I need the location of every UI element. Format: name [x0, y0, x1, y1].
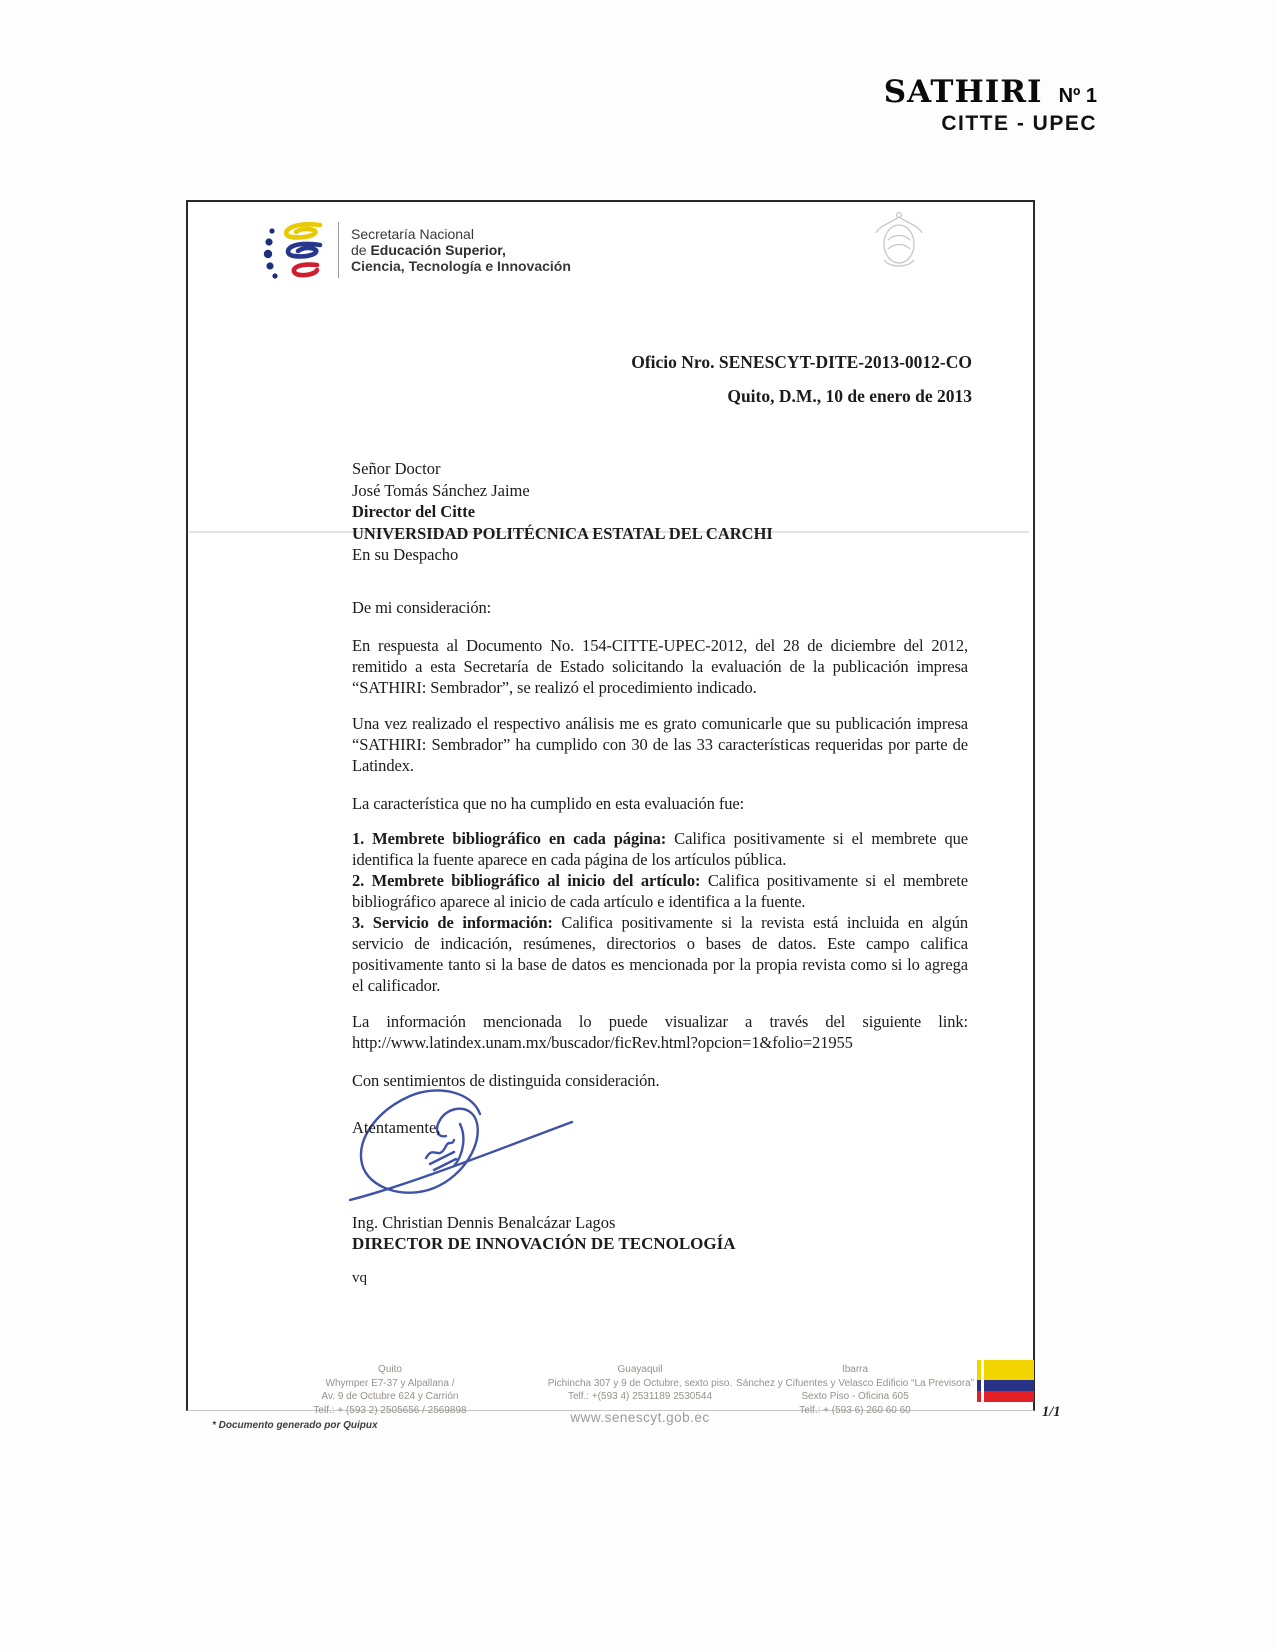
generated-note: * Documento generado por Quipux: [212, 1420, 378, 1431]
flag-scan-gap: [981, 1360, 984, 1402]
date-line: Quito, D.M., 10 de enero de 2013: [727, 386, 972, 406]
page-indicator: 1/1: [1042, 1404, 1061, 1420]
journal-header: [884, 74, 1097, 136]
link-intro: La información mencionada lo puede visualizar a través del siguiente link:: [352, 1012, 968, 1031]
footer-office-guayaquil: [523, 1363, 757, 1404]
paragraph-2: Una vez realizado el respectivo análisis me es grato comunicarle que su publicación impresa “SATHIRI: Sembrador” ha cumplido con 30 de las 33 características requeridas por parte de Latindex.: [352, 714, 968, 775]
evaluation-item: [352, 828, 968, 870]
item-lead: 1. Membrete bibliográfico en cada página:: [352, 829, 667, 848]
greeting: De mi consideración:: [352, 598, 492, 617]
flag-stripe-yellow: [977, 1360, 1034, 1380]
letterhead-line2: de Educación Superior,: [351, 242, 506, 258]
handwritten-signature: [342, 1072, 577, 1222]
link-url: http://www.latindex.unam.mx/buscador/ficRev.html?opcion=1&folio=21955: [352, 1033, 853, 1052]
recipient-block: [352, 458, 773, 566]
office-address: Pichincha 307 y 9 de Octubre, sexto piso.: [547, 1377, 733, 1389]
journal-subtitle: CITTE - UPEC: [941, 112, 1097, 135]
letter-body: [352, 597, 968, 1091]
closing-line: Con sentimientos de distinguida consideración.: [352, 1071, 660, 1090]
item-text: Califica positivamente si el membrete que identifica la fuente aparece en cada página de los artículos pública.: [352, 829, 968, 869]
journal-title-line: [884, 74, 1097, 110]
letterhead-text: [351, 226, 571, 274]
document-meta: [631, 352, 972, 407]
office-phone: Telf.: + (593 6) 260 60 60: [799, 1404, 911, 1416]
journal-title: SATHIRI: [883, 74, 1043, 110]
office-city: Quito: [378, 1364, 402, 1375]
office-phone: Telf.: +(593 4) 2531189 2530544: [567, 1391, 713, 1402]
office-address: Sánchez y Cifuentes y Velasco Edificio “La Previsora”: [736, 1377, 974, 1389]
recipient-salutation: Señor Doctor: [352, 459, 441, 478]
recipient-location: En su Despacho: [352, 545, 459, 564]
office-address: Sexto Piso - Oficina 605: [801, 1391, 909, 1402]
letterhead: [262, 220, 571, 280]
item-lead: 2. Membrete bibliográfico al inicio del artículo:: [352, 871, 701, 890]
website-url: www.senescyt.gob.ec: [570, 1410, 710, 1425]
office-address: Av. 9 de Octubre 624 y Carrión: [321, 1391, 459, 1402]
evaluation-item: [352, 912, 968, 996]
journal-number: Nº 1: [1058, 85, 1097, 107]
signoff: Atentamente,: [352, 1118, 441, 1137]
letterhead-line3: Ciencia, Tecnología e Innovación: [351, 258, 571, 274]
letterhead-line1: Secretaría Nacional: [351, 226, 474, 242]
footer-office-quito: [283, 1363, 497, 1417]
flag-stripe-red: [977, 1391, 1034, 1402]
oficio-number: Oficio Nro. SENESCYT-DITE-2013-0012-CO: [631, 352, 972, 372]
national-crest-watermark: [870, 210, 928, 274]
flag-stripe-blue: [977, 1380, 1034, 1391]
paragraph-3: La característica que no ha cumplido en esta evaluación fue:: [352, 794, 745, 813]
office-phone: Telf.: + (593 2) 2505656 / 2569898: [313, 1404, 467, 1416]
item-lead: 3. Servicio de información:: [352, 913, 553, 932]
item-text: Califica positivamente si el membrete bibliográfico aparece al inicio de cada artículo e identifica a la fuente.: [352, 871, 968, 911]
office-city: Guayaquil: [617, 1364, 663, 1375]
office-address: Whymper E7-37 y Alpallana /: [325, 1377, 455, 1389]
recipient-name: José Tomás Sánchez Jaime: [352, 480, 530, 500]
typist-initials: vq: [352, 1270, 367, 1286]
letterhead-divider: [338, 222, 339, 278]
recipient-title: Director del Citte: [352, 502, 476, 521]
ecuador-flag: [977, 1360, 1034, 1402]
recipient-institution: UNIVERSIDAD POLITÉCNICA ESTATAL DEL CARCHI: [352, 523, 773, 543]
item-text: Califica positivamente si la revista está incluida en algún servicio de indicación, resúmenes, directorios o bases de datos. Este campo califica positivamente tanto si la base de datos es mencionada por la propia revista como si lo agrega el calificador.: [352, 913, 968, 995]
evaluation-item: [352, 870, 968, 912]
footer-office-ibarra: [728, 1363, 982, 1417]
signatory-name: Ing. Christian Dennis Benalcázar Lagos: [352, 1213, 616, 1232]
senescyt-logo-icon: [262, 220, 326, 280]
paragraph-1: En respuesta al Documento No. 154-CITTE-UPEC-2012, del 28 de diciembre del 2012, remitido a esta Secretaría de Estado solicitando la evaluación de la publicación impresa “SATHIRI: Sembrador”, se realizó el procedimiento indicado.: [352, 636, 968, 697]
signatory-title: DIRECTOR DE INNOVACIÓN DE TECNOLOGÍA: [352, 1234, 736, 1253]
office-city: Ibarra: [841, 1364, 869, 1375]
